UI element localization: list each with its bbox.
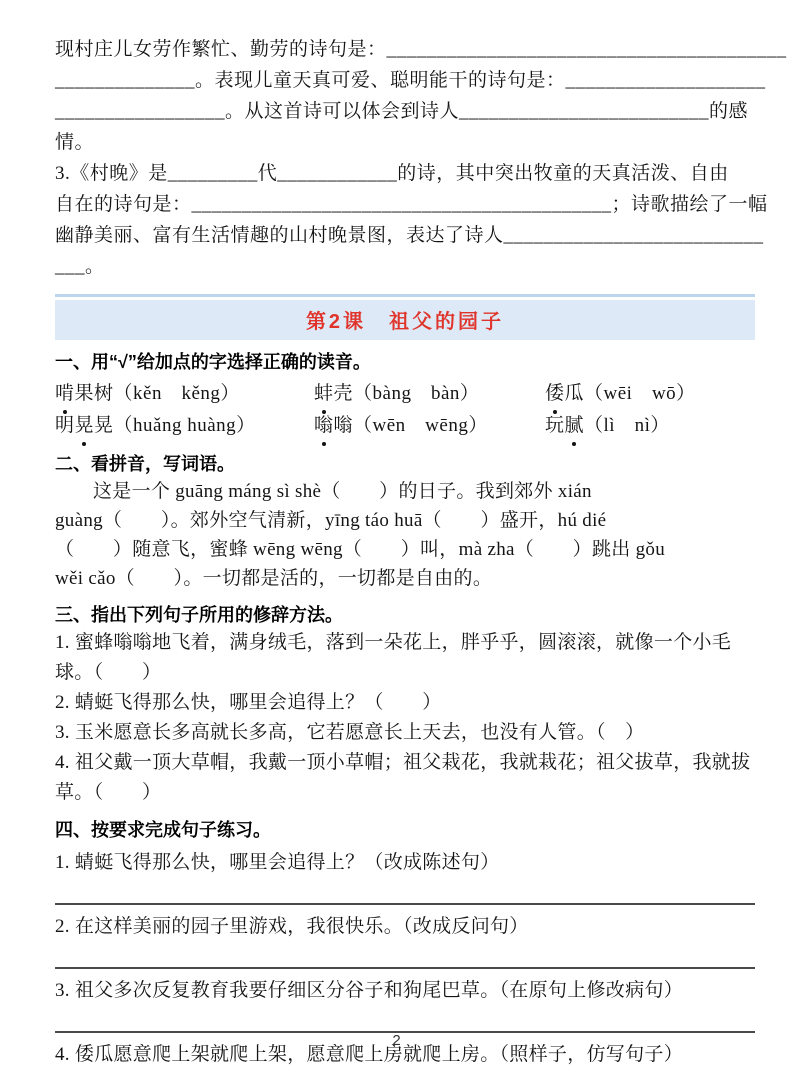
intro-line: 3.《村晚》是_________代____________的诗，其中突出牧童的天真活泼、自由 — [55, 163, 729, 184]
dotted-char: 腻 — [565, 410, 585, 442]
dotted-char: 倭 — [545, 378, 565, 410]
intro-line: ______________。表现儿童天真可爱、聪明能干的诗句是：____________________ — [55, 70, 766, 91]
word-post: 壳 — [333, 383, 354, 404]
pinyin-options: （kěn kěng） — [113, 383, 240, 404]
section4-heading: 四、按要求完成句子练习。 — [55, 820, 271, 840]
intro-line: 现村庄儿女劳作繁忙、勤劳的诗句是：________________________________________ — [55, 39, 787, 60]
pinyin-options: （bàng bàn） — [353, 383, 480, 404]
exercise-item: 2. 蜻蜓飞得那么快，哪里会追得上？（ ） — [55, 692, 442, 713]
pinyin-options: （huǎng huàng） — [113, 415, 256, 436]
intro-line: 幽静美丽、富有生活情趣的山村晚景图，表达了诗人__________________________ — [55, 225, 764, 246]
dotted-char: 蚌 — [314, 378, 334, 410]
pinyin-options: （wēn wēng） — [353, 415, 488, 436]
page-number: 2 — [392, 1032, 401, 1049]
lesson-band-topline — [55, 294, 755, 297]
exercise-item: 4. 倭瓜愿意爬上架就爬上架，愿意爬上房就爬上房。（照样子，仿写句子） — [55, 1044, 684, 1065]
pinyin-item — [314, 378, 545, 410]
paragraph-line: guàng（ ）。郊外空气清新，yīng táo huā（ ）盛开，hú dié — [55, 510, 607, 531]
paragraph-line: wěi cǎo（ ）。一切都是活的，一切都是自由的。 — [55, 568, 493, 589]
section2-paragraph — [55, 477, 755, 593]
exercise-item: 3. 玉米愿意长多高就长多高，它若愿意长上天去，也没有人管。（ ） — [55, 722, 645, 743]
exercise-item: 1. 蜜蜂嗡嗡地飞着，满身绒毛，落到一朵花上，胖乎乎，圆滚滚，就像一个小毛球。（ ） — [55, 632, 732, 683]
pinyin-item — [545, 378, 755, 410]
paragraph-line: 这是一个 guāng máng sì shè（ ）的日子。我到郊外 xián — [93, 481, 592, 502]
word-pre: 玩 — [545, 415, 565, 436]
intro-block — [55, 34, 787, 282]
intro-line: 情。 — [55, 132, 95, 153]
exercise-item: 3. 祖父多次反复教育我要仔细区分谷子和狗尾巴草。（在原句上修改病句） — [55, 980, 684, 1001]
pinyin-options: （wēi wō） — [584, 383, 696, 404]
exercise-item: 2. 在这样美丽的园子里游戏，我很快乐。（改成反问句） — [55, 916, 529, 937]
answer-blank-line — [55, 942, 755, 969]
pinyin-item — [55, 378, 314, 410]
lesson-title: 第2课 祖父的园子 — [55, 300, 755, 340]
dotted-char: 晃 — [75, 410, 95, 442]
pinyin-item — [545, 410, 755, 442]
dotted-char: 啃 — [55, 378, 75, 410]
word-post: 嗡 — [333, 415, 354, 436]
section1-grid — [55, 378, 755, 442]
pinyin-options: （lì nì） — [584, 415, 670, 436]
word-post: 果树 — [74, 383, 114, 404]
word-post: 瓜 — [564, 383, 585, 404]
pinyin-item — [55, 410, 314, 442]
paragraph-line: （ ）随意飞，蜜蜂 wēng wēng（ ）叫，mà zha（ ）跳出 gǒu — [55, 539, 665, 560]
answer-blank-line — [55, 1006, 755, 1033]
section3-items — [55, 628, 755, 808]
section3-heading: 三、指出下列句子所用的修辞方法。 — [55, 605, 343, 625]
answer-blank-line — [55, 878, 755, 905]
word-pre: 明 — [55, 415, 75, 436]
exercise-item: 1. 蜻蜓飞得那么快，哪里会追得上？（改成陈述句） — [55, 852, 500, 873]
exercise-item: 4. 祖父戴一顶大草帽，我戴一顶小草帽；祖父栽花，我就栽花；祖父拔草，我就拔草。（ ） — [55, 752, 751, 803]
section2-heading: 二、看拼音，写词语。 — [55, 454, 235, 474]
word-post: 晃 — [94, 415, 114, 436]
intro-line: 自在的诗句是：__________________________________________；诗歌描绘了一幅 — [55, 194, 768, 215]
dotted-char: 嗡 — [314, 410, 334, 442]
intro-line: _________________。从这首诗可以体会到诗人_________________________的感 — [55, 101, 749, 122]
pinyin-item — [314, 410, 545, 442]
section1-heading: 一、用“√”给加点的字选择正确的读音。 — [55, 352, 371, 372]
intro-line: ___。 — [55, 256, 105, 277]
